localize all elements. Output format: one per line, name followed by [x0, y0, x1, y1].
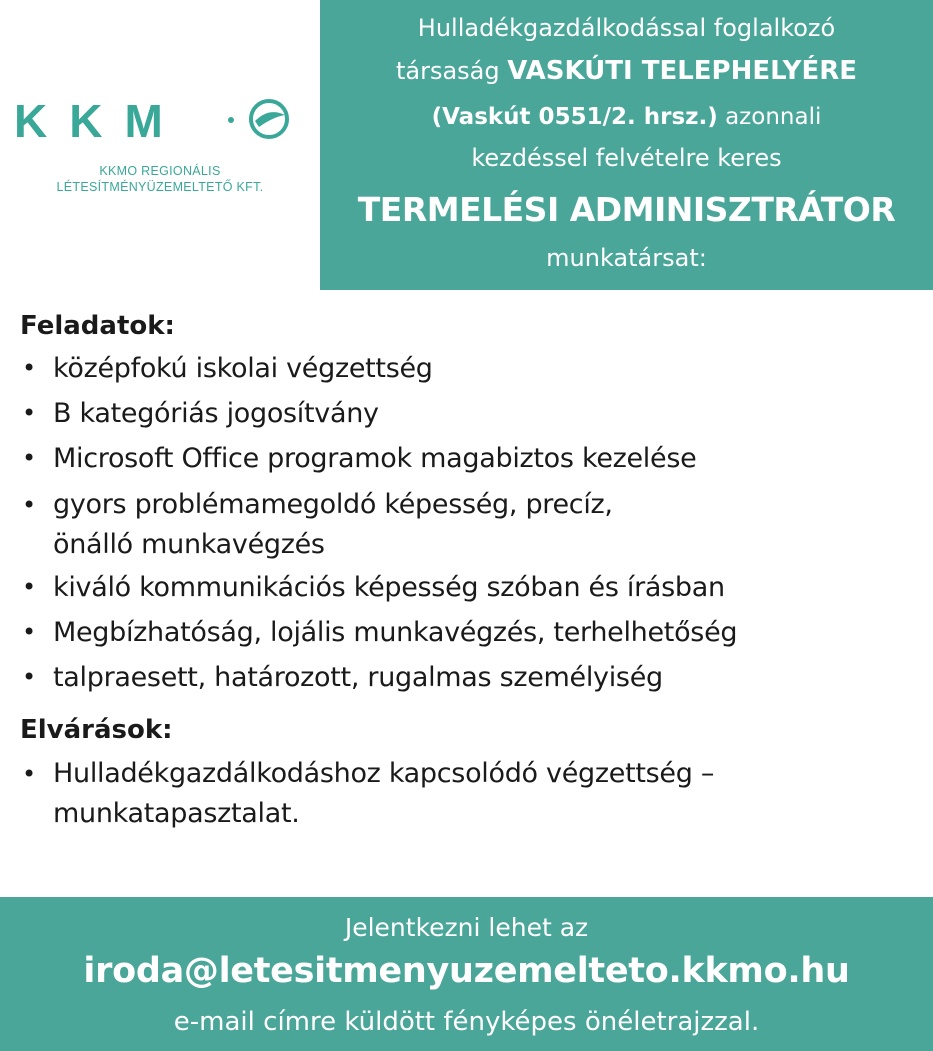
spacer: [20, 700, 920, 710]
list-item: • Microsoft Office programok magabiztos kezelése: [20, 436, 920, 481]
footer-line3: e-mail címre küldött fényképes önéletrajzzal.: [173, 1007, 760, 1037]
footer-line1: Jelentkezni lehet az: [344, 913, 589, 942]
list-item: • kiváló kommunikációs képesség szóban és írásban: [20, 565, 920, 610]
list-item: • Hulladékgazdálkodáshoz kapcsolódó végzettség – munkatapasztalat.: [20, 754, 920, 834]
bullet-icon: •: [22, 618, 36, 646]
header-line3-rest: azonnali: [717, 104, 822, 130]
site-name: VASKÚTI TELEPHELYÉRE: [507, 56, 858, 86]
list-item: • középfokú iskolai végzettség: [20, 346, 920, 391]
site-address: (Vaskút 0551/2. hrsz.): [431, 104, 718, 130]
contact-email[interactable]: iroda@letesitmenyuzemelteto.kkmo.hu: [83, 951, 850, 991]
header-line3: [320, 104, 933, 130]
bullet-icon: •: [22, 491, 36, 519]
list-item: • talpraesett, határozott, rugalmas személyiség: [20, 655, 920, 700]
header-line6: munkatársat:: [546, 244, 707, 272]
job-details: [20, 306, 920, 834]
tasks-title: Feladatok:: [20, 311, 175, 341]
header-line1: Hulladékgazdálkodással foglalkozó: [417, 14, 836, 42]
logo-mark: KKM: [14, 95, 185, 147]
logo-subtitle-line2: LÉTESÍTMÉNYÜZEMELTETŐ KFT.: [56, 180, 264, 194]
bullet-icon: •: [22, 399, 36, 427]
list-item: • gyors problémamegoldó képesség, precíz, önálló munkavégzés: [20, 485, 920, 565]
logo-subtitle: [0, 163, 320, 195]
list-item: • Megbízhatóság, lojális munkavégzés, terhelhetőség: [20, 610, 920, 655]
logo-circle-icon: [247, 97, 291, 141]
header-line2: [320, 56, 933, 86]
requirements-title: Elvárások:: [20, 715, 173, 745]
bullet-icon: •: [22, 760, 36, 788]
job-header: [320, 0, 933, 290]
header-line4: kezdéssel felvételre keres: [471, 144, 782, 172]
logo-subtitle-line1: KKMO REGIONÁLIS: [99, 164, 221, 178]
bullet-icon: •: [22, 573, 36, 601]
bullet-icon: •: [22, 663, 36, 691]
requirements-list: [20, 754, 920, 834]
logo-dot: [228, 117, 234, 123]
application-footer: [0, 897, 933, 1051]
position-title: TERMELÉSI ADMINISZTRÁTOR: [357, 190, 896, 229]
bullet-icon: •: [22, 444, 36, 472]
tasks-list: [20, 346, 920, 700]
bullet-icon: •: [22, 354, 36, 382]
header-line2-prefix: társaság: [395, 57, 508, 85]
list-item: • B kategóriás jogosítvány: [20, 391, 920, 436]
company-logo: [0, 0, 320, 290]
